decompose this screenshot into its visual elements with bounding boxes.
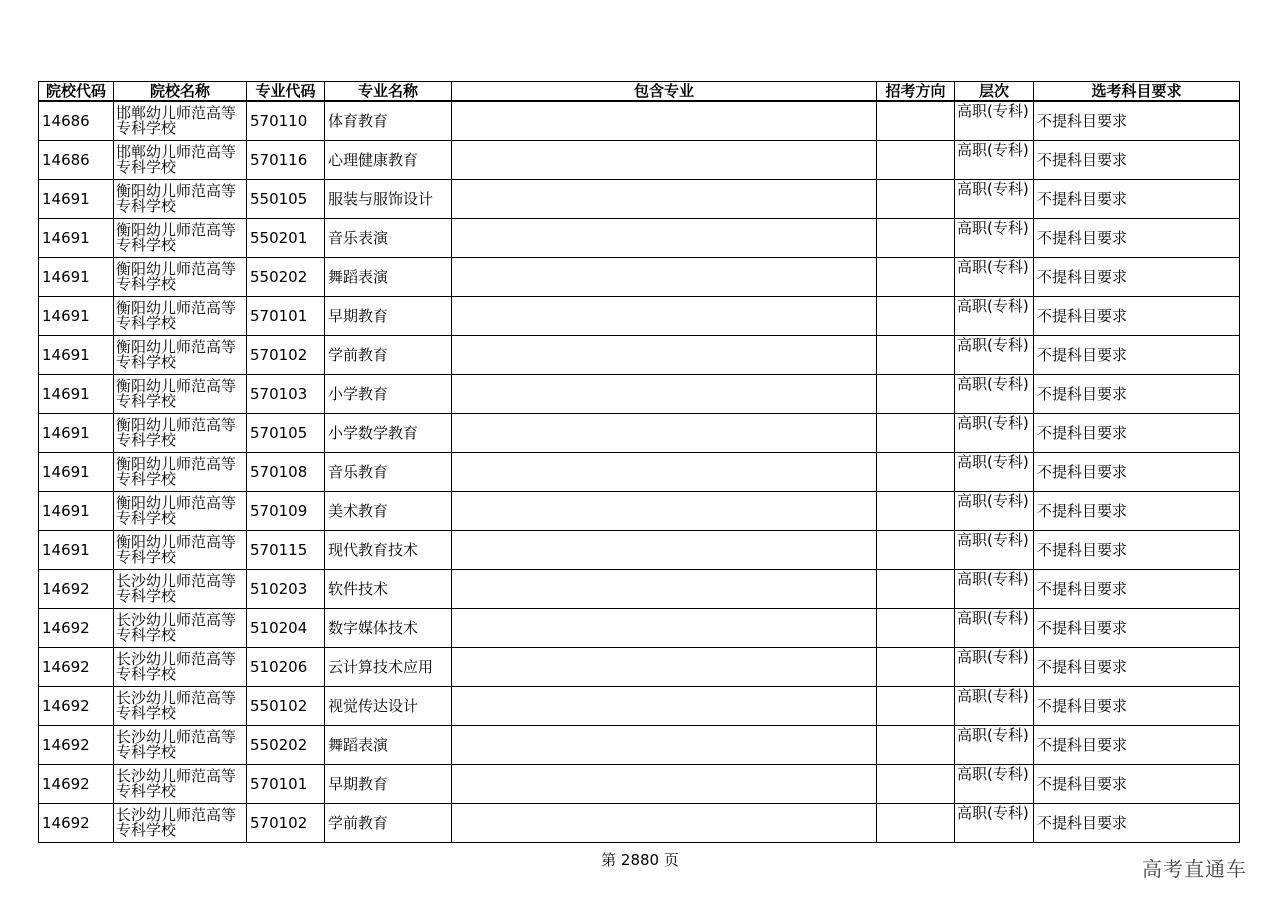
cell-school-name: 衡阳幼儿师范高等专科学校 bbox=[114, 453, 247, 492]
cell-major-name: 服装与服饰设计 bbox=[325, 180, 452, 219]
cell-included-majors bbox=[452, 804, 877, 843]
cell-level: 高职(专科) bbox=[955, 492, 1034, 531]
cell-major-name: 舞蹈表演 bbox=[325, 258, 452, 297]
cell-major-code: 550102 bbox=[247, 687, 325, 726]
cell-major-name: 云计算技术应用 bbox=[325, 648, 452, 687]
cell-school-code: 14686 bbox=[39, 101, 114, 141]
cell-school-code: 14691 bbox=[39, 453, 114, 492]
cell-major-code: 570110 bbox=[247, 101, 325, 141]
cell-subject-requirement: 不提科目要求 bbox=[1034, 648, 1240, 687]
cell-major-code: 510203 bbox=[247, 570, 325, 609]
table-row bbox=[39, 375, 1240, 414]
table-row bbox=[39, 726, 1240, 765]
cell-subject-requirement: 不提科目要求 bbox=[1034, 180, 1240, 219]
cell-major-name: 视觉传达设计 bbox=[325, 687, 452, 726]
cell-subject-requirement: 不提科目要求 bbox=[1034, 687, 1240, 726]
cell-major-code: 550202 bbox=[247, 258, 325, 297]
cell-school-code: 14692 bbox=[39, 609, 114, 648]
cell-subject-requirement: 不提科目要求 bbox=[1034, 101, 1240, 141]
cell-subject-requirement: 不提科目要求 bbox=[1034, 336, 1240, 375]
cell-major-name: 小学数学教育 bbox=[325, 414, 452, 453]
cell-level: 高职(专科) bbox=[955, 219, 1034, 258]
cell-major-name: 音乐表演 bbox=[325, 219, 452, 258]
admissions-table bbox=[38, 81, 1240, 843]
cell-direction bbox=[877, 492, 955, 531]
header-school-code: 院校代码 bbox=[39, 82, 114, 102]
watermark: 高考直通车 bbox=[1142, 857, 1247, 881]
table-row bbox=[39, 453, 1240, 492]
cell-direction bbox=[877, 414, 955, 453]
cell-direction bbox=[877, 180, 955, 219]
cell-level: 高职(专科) bbox=[955, 687, 1034, 726]
cell-included-majors bbox=[452, 375, 877, 414]
cell-school-code: 14692 bbox=[39, 804, 114, 843]
cell-level: 高职(专科) bbox=[955, 375, 1034, 414]
cell-major-name: 早期教育 bbox=[325, 297, 452, 336]
cell-major-name: 现代教育技术 bbox=[325, 531, 452, 570]
cell-subject-requirement: 不提科目要求 bbox=[1034, 219, 1240, 258]
cell-major-code: 550105 bbox=[247, 180, 325, 219]
cell-major-name: 数字媒体技术 bbox=[325, 609, 452, 648]
cell-direction bbox=[877, 531, 955, 570]
cell-major-name: 舞蹈表演 bbox=[325, 726, 452, 765]
cell-direction bbox=[877, 687, 955, 726]
table-row bbox=[39, 414, 1240, 453]
cell-major-code: 570102 bbox=[247, 336, 325, 375]
cell-school-code: 14691 bbox=[39, 258, 114, 297]
cell-major-code: 570102 bbox=[247, 804, 325, 843]
cell-major-name: 体育教育 bbox=[325, 101, 452, 141]
header-direction: 招考方向 bbox=[877, 82, 955, 102]
cell-included-majors bbox=[452, 765, 877, 804]
cell-major-name: 学前教育 bbox=[325, 804, 452, 843]
cell-subject-requirement: 不提科目要求 bbox=[1034, 414, 1240, 453]
cell-school-name: 衡阳幼儿师范高等专科学校 bbox=[114, 492, 247, 531]
cell-school-name: 邯郸幼儿师范高等专科学校 bbox=[114, 101, 247, 141]
cell-major-name: 音乐教育 bbox=[325, 453, 452, 492]
cell-included-majors bbox=[452, 141, 877, 180]
cell-school-name: 衡阳幼儿师范高等专科学校 bbox=[114, 219, 247, 258]
cell-major-code: 550202 bbox=[247, 726, 325, 765]
cell-level: 高职(专科) bbox=[955, 648, 1034, 687]
cell-subject-requirement: 不提科目要求 bbox=[1034, 570, 1240, 609]
cell-major-code: 570103 bbox=[247, 375, 325, 414]
cell-level: 高职(专科) bbox=[955, 609, 1034, 648]
table-row bbox=[39, 687, 1240, 726]
cell-level: 高职(专科) bbox=[955, 414, 1034, 453]
header-school-name: 院校名称 bbox=[114, 82, 247, 102]
cell-subject-requirement: 不提科目要求 bbox=[1034, 375, 1240, 414]
cell-subject-requirement: 不提科目要求 bbox=[1034, 726, 1240, 765]
cell-school-name: 衡阳幼儿师范高等专科学校 bbox=[114, 297, 247, 336]
cell-direction bbox=[877, 726, 955, 765]
cell-direction bbox=[877, 258, 955, 297]
cell-school-code: 14691 bbox=[39, 375, 114, 414]
cell-school-code: 14691 bbox=[39, 180, 114, 219]
cell-direction bbox=[877, 570, 955, 609]
cell-major-name: 美术教育 bbox=[325, 492, 452, 531]
cell-subject-requirement: 不提科目要求 bbox=[1034, 765, 1240, 804]
cell-level: 高职(专科) bbox=[955, 258, 1034, 297]
header-included-majors: 包含专业 bbox=[452, 82, 877, 102]
cell-school-code: 14691 bbox=[39, 297, 114, 336]
cell-direction bbox=[877, 453, 955, 492]
table-header bbox=[39, 82, 1240, 102]
cell-level: 高职(专科) bbox=[955, 453, 1034, 492]
table-row bbox=[39, 570, 1240, 609]
cell-included-majors bbox=[452, 726, 877, 765]
cell-level: 高职(专科) bbox=[955, 531, 1034, 570]
cell-school-code: 14691 bbox=[39, 414, 114, 453]
cell-school-name: 长沙幼儿师范高等专科学校 bbox=[114, 570, 247, 609]
cell-level: 高职(专科) bbox=[955, 101, 1034, 141]
cell-level: 高职(专科) bbox=[955, 336, 1034, 375]
table-row bbox=[39, 531, 1240, 570]
cell-school-name: 长沙幼儿师范高等专科学校 bbox=[114, 765, 247, 804]
cell-school-name: 衡阳幼儿师范高等专科学校 bbox=[114, 375, 247, 414]
cell-school-code: 14691 bbox=[39, 531, 114, 570]
cell-school-name: 衡阳幼儿师范高等专科学校 bbox=[114, 336, 247, 375]
cell-included-majors bbox=[452, 570, 877, 609]
header-major-code: 专业代码 bbox=[247, 82, 325, 102]
table-row bbox=[39, 297, 1240, 336]
cell-level: 高职(专科) bbox=[955, 765, 1034, 804]
cell-major-name: 学前教育 bbox=[325, 336, 452, 375]
header-major-name: 专业名称 bbox=[325, 82, 452, 102]
cell-school-name: 长沙幼儿师范高等专科学校 bbox=[114, 726, 247, 765]
cell-included-majors bbox=[452, 414, 877, 453]
cell-direction bbox=[877, 375, 955, 414]
cell-level: 高职(专科) bbox=[955, 141, 1034, 180]
cell-included-majors bbox=[452, 297, 877, 336]
cell-direction bbox=[877, 648, 955, 687]
cell-school-name: 长沙幼儿师范高等专科学校 bbox=[114, 687, 247, 726]
cell-level: 高职(专科) bbox=[955, 180, 1034, 219]
cell-included-majors bbox=[452, 180, 877, 219]
page-number: 第 2880 页 bbox=[601, 851, 679, 869]
cell-included-majors bbox=[452, 336, 877, 375]
header-subject-requirement: 选考科目要求 bbox=[1034, 82, 1240, 102]
cell-subject-requirement: 不提科目要求 bbox=[1034, 141, 1240, 180]
cell-school-code: 14692 bbox=[39, 570, 114, 609]
cell-included-majors bbox=[452, 453, 877, 492]
cell-subject-requirement: 不提科目要求 bbox=[1034, 531, 1240, 570]
cell-subject-requirement: 不提科目要求 bbox=[1034, 453, 1240, 492]
cell-level: 高职(专科) bbox=[955, 570, 1034, 609]
cell-major-code: 510206 bbox=[247, 648, 325, 687]
cell-direction bbox=[877, 336, 955, 375]
cell-school-name: 长沙幼儿师范高等专科学校 bbox=[114, 609, 247, 648]
cell-school-name: 衡阳幼儿师范高等专科学校 bbox=[114, 180, 247, 219]
cell-major-code: 570101 bbox=[247, 765, 325, 804]
cell-school-code: 14692 bbox=[39, 765, 114, 804]
cell-included-majors bbox=[452, 492, 877, 531]
cell-major-code: 550201 bbox=[247, 219, 325, 258]
cell-school-name: 长沙幼儿师范高等专科学校 bbox=[114, 648, 247, 687]
cell-subject-requirement: 不提科目要求 bbox=[1034, 297, 1240, 336]
cell-level: 高职(专科) bbox=[955, 726, 1034, 765]
cell-major-code: 570109 bbox=[247, 492, 325, 531]
cell-major-code: 570115 bbox=[247, 531, 325, 570]
cell-included-majors bbox=[452, 648, 877, 687]
cell-major-name: 心理健康教育 bbox=[325, 141, 452, 180]
cell-major-code: 570105 bbox=[247, 414, 325, 453]
cell-major-code: 570116 bbox=[247, 141, 325, 180]
cell-major-name: 早期教育 bbox=[325, 765, 452, 804]
cell-major-code: 510204 bbox=[247, 609, 325, 648]
cell-school-code: 14692 bbox=[39, 648, 114, 687]
cell-included-majors bbox=[452, 531, 877, 570]
cell-school-name: 衡阳幼儿师范高等专科学校 bbox=[114, 414, 247, 453]
cell-school-code: 14691 bbox=[39, 492, 114, 531]
cell-major-name: 软件技术 bbox=[325, 570, 452, 609]
cell-subject-requirement: 不提科目要求 bbox=[1034, 804, 1240, 843]
cell-direction bbox=[877, 609, 955, 648]
cell-included-majors bbox=[452, 609, 877, 648]
table-row bbox=[39, 101, 1240, 141]
cell-level: 高职(专科) bbox=[955, 297, 1034, 336]
table-row bbox=[39, 258, 1240, 297]
cell-major-code: 570101 bbox=[247, 297, 325, 336]
cell-direction bbox=[877, 141, 955, 180]
header-row bbox=[39, 82, 1240, 102]
cell-level: 高职(专科) bbox=[955, 804, 1034, 843]
cell-subject-requirement: 不提科目要求 bbox=[1034, 492, 1240, 531]
cell-major-code: 570108 bbox=[247, 453, 325, 492]
cell-school-code: 14692 bbox=[39, 687, 114, 726]
cell-school-code: 14691 bbox=[39, 336, 114, 375]
table-row bbox=[39, 804, 1240, 843]
cell-included-majors bbox=[452, 687, 877, 726]
cell-major-name: 小学教育 bbox=[325, 375, 452, 414]
cell-school-code: 14691 bbox=[39, 219, 114, 258]
table-row bbox=[39, 492, 1240, 531]
cell-school-name: 衡阳幼儿师范高等专科学校 bbox=[114, 258, 247, 297]
cell-school-name: 长沙幼儿师范高等专科学校 bbox=[114, 804, 247, 843]
table-row bbox=[39, 336, 1240, 375]
cell-direction bbox=[877, 765, 955, 804]
cell-direction bbox=[877, 219, 955, 258]
cell-subject-requirement: 不提科目要求 bbox=[1034, 609, 1240, 648]
cell-included-majors bbox=[452, 258, 877, 297]
cell-included-majors bbox=[452, 219, 877, 258]
cell-included-majors bbox=[452, 101, 877, 141]
cell-direction bbox=[877, 297, 955, 336]
table-row bbox=[39, 609, 1240, 648]
table-row bbox=[39, 648, 1240, 687]
cell-subject-requirement: 不提科目要求 bbox=[1034, 258, 1240, 297]
table-body bbox=[39, 101, 1240, 843]
header-level: 层次 bbox=[955, 82, 1034, 102]
table-row bbox=[39, 141, 1240, 180]
cell-school-name: 衡阳幼儿师范高等专科学校 bbox=[114, 531, 247, 570]
cell-school-name: 邯郸幼儿师范高等专科学校 bbox=[114, 141, 247, 180]
cell-school-code: 14686 bbox=[39, 141, 114, 180]
table-row bbox=[39, 180, 1240, 219]
cell-school-code: 14692 bbox=[39, 726, 114, 765]
table-row bbox=[39, 219, 1240, 258]
table-row bbox=[39, 765, 1240, 804]
cell-direction bbox=[877, 101, 955, 141]
cell-direction bbox=[877, 804, 955, 843]
